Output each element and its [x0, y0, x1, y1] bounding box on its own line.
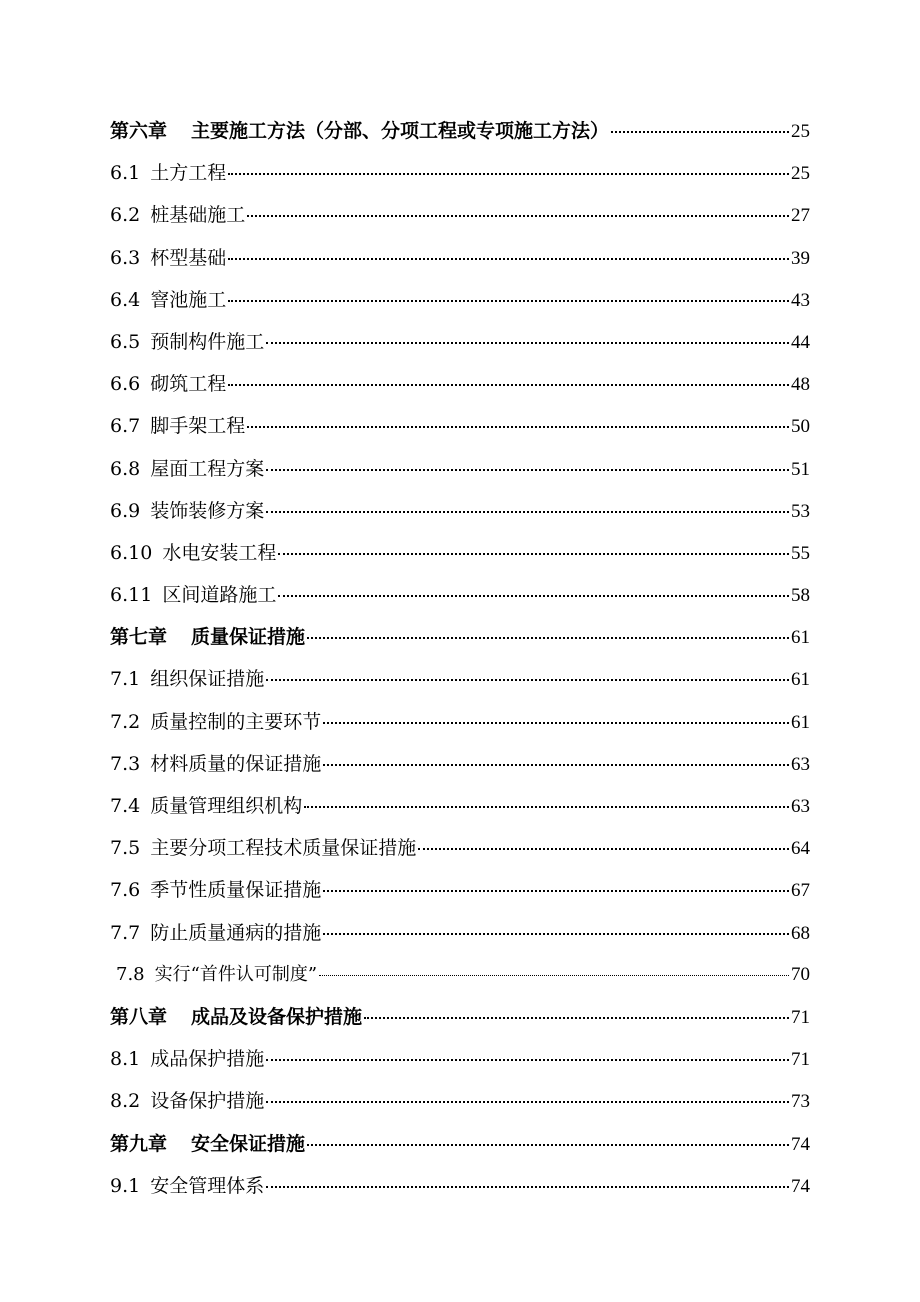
toc-page-number: 25: [791, 121, 810, 142]
toc-chapter-entry[interactable]: [110, 996, 810, 1038]
toc-entry-title: 成品及设备保护措施: [191, 1005, 363, 1028]
toc-entry-number: 7.8: [116, 963, 145, 985]
toc-entry-title: 砌筑工程: [150, 373, 227, 396]
toc-page-number: 53: [791, 500, 810, 522]
toc-entry-title: 安全管理体系: [150, 1174, 265, 1197]
toc-section-entry[interactable]: [110, 912, 810, 954]
toc-dot-leader: [228, 300, 789, 302]
toc-page-number: 61: [791, 711, 810, 733]
toc-dot-leader: [278, 553, 789, 555]
toc-entry-number: 第八章: [110, 1005, 168, 1028]
toc-page-number: 74: [791, 1133, 810, 1155]
toc-dot-leader: [266, 511, 789, 513]
toc-entry-number: 6.9: [110, 499, 141, 522]
toc-section-entry[interactable]: [110, 785, 810, 827]
toc-section-entry[interactable]: [110, 152, 810, 194]
toc-entry-title: 成品保护措施: [150, 1048, 265, 1071]
toc-entry-number: 7.6: [110, 879, 141, 902]
toc-dot-leader: [247, 426, 789, 428]
toc-page-number: 71: [791, 1006, 810, 1028]
toc-entry-title: 材料质量的保证措施: [150, 752, 322, 775]
toc-page-number: 50: [791, 416, 810, 438]
toc-entry-number: 6.10: [110, 541, 153, 564]
toc-page-number: 44: [791, 331, 810, 353]
toc-entry-title: 桩基础施工: [150, 204, 246, 227]
toc-entry-title: 土方工程: [150, 162, 227, 185]
toc-chapter-entry[interactable]: [110, 1123, 810, 1165]
toc-entry-number: 9.1: [110, 1174, 141, 1197]
toc-section-entry[interactable]: [110, 954, 810, 996]
toc-entry-title: 组织保证措施: [150, 668, 265, 691]
toc-entry-title: 脚手架工程: [150, 415, 246, 438]
toc-entry-number: 6.1: [110, 162, 141, 185]
toc-dot-leader: [266, 469, 789, 471]
toc-section-entry[interactable]: [110, 490, 810, 532]
toc-page-number: 43: [791, 289, 810, 311]
toc-page-number: 55: [791, 542, 810, 564]
toc-page-number: 61: [791, 669, 810, 691]
table-of-contents: [110, 110, 810, 1207]
toc-entry-title: 质量管理组织机构: [150, 795, 303, 817]
toc-entry-title: 质量控制的主要环节: [150, 710, 322, 733]
toc-page-number: 58: [791, 585, 810, 607]
toc-dot-leader: [323, 764, 789, 766]
toc-page-number: 68: [791, 922, 810, 944]
toc-entry-number: 6.3: [110, 246, 141, 269]
toc-entry-title: 防止质量通病的措施: [150, 921, 322, 944]
toc-entry-title: 主要施工方法（分部、分项工程或专项施工方法）: [191, 120, 610, 142]
toc-entry-number: 6.4: [110, 288, 141, 311]
toc-section-entry[interactable]: [110, 1165, 810, 1207]
toc-entry-title: 预制构件施工: [150, 330, 265, 353]
toc-dot-leader: [247, 215, 789, 217]
toc-chapter-entry[interactable]: [110, 110, 810, 152]
toc-section-entry[interactable]: [110, 321, 810, 363]
toc-page-number: 74: [791, 1175, 810, 1197]
toc-section-entry[interactable]: [110, 574, 810, 616]
toc-entry-title: 实行“首件认可制度”: [154, 963, 318, 985]
toc-page-number: 61: [791, 627, 810, 649]
toc-section-entry[interactable]: [110, 658, 810, 700]
toc-entry-title: 设备保护措施: [150, 1090, 265, 1113]
toc-chapter-entry[interactable]: [110, 616, 810, 658]
toc-section-entry[interactable]: [110, 237, 810, 279]
toc-page-number: 73: [791, 1091, 810, 1113]
toc-entry-number: 7.4: [110, 795, 141, 817]
toc-dot-leader: [418, 848, 789, 850]
toc-entry-number: 7.2: [110, 710, 141, 733]
toc-section-entry[interactable]: [110, 701, 810, 743]
toc-dot-leader: [278, 595, 789, 597]
toc-entry-number: 第九章: [110, 1132, 168, 1155]
toc-entry-title: 质量保证措施: [191, 626, 306, 649]
toc-dot-leader: [228, 384, 789, 386]
toc-page-number: 25: [791, 163, 810, 185]
toc-entry-title: 杯型基础: [150, 246, 227, 269]
toc-dot-leader: [228, 173, 789, 175]
toc-entry-number: 7.5: [110, 837, 141, 860]
toc-section-entry[interactable]: [110, 1080, 810, 1122]
toc-page-number: 70: [791, 963, 810, 985]
toc-section-entry[interactable]: [110, 743, 810, 785]
toc-section-entry[interactable]: [110, 869, 810, 911]
toc-dot-leader: [611, 131, 789, 133]
toc-page-number: 63: [791, 796, 810, 817]
toc-dot-leader: [266, 1059, 789, 1061]
toc-entry-number: 6.2: [110, 204, 141, 227]
toc-dot-leader: [323, 890, 789, 892]
toc-entry-title: 安全保证措施: [191, 1132, 306, 1155]
toc-page-number: 67: [791, 880, 810, 902]
toc-dot-leader: [266, 342, 789, 344]
toc-page-number: 63: [791, 753, 810, 775]
toc-page-number: 48: [791, 374, 810, 396]
toc-section-entry[interactable]: [110, 405, 810, 447]
toc-entry-title: 窨池施工: [150, 288, 227, 311]
toc-entry-number: 第七章: [110, 626, 168, 649]
toc-entry-number: 8.2: [110, 1090, 141, 1113]
toc-entry-title: 水电安装工程: [162, 541, 277, 564]
toc-entry-number: 7.7: [110, 921, 141, 944]
toc-section-entry[interactable]: [110, 448, 810, 490]
toc-entry-number: 6.8: [110, 457, 141, 480]
toc-entry-title: 主要分项工程技术质量保证措施: [150, 837, 417, 860]
toc-dot-leader: [307, 637, 789, 639]
toc-entry-number: 7.3: [110, 752, 141, 775]
toc-page-number: 64: [791, 838, 810, 860]
toc-dot-leader: [304, 806, 789, 808]
toc-entry-title: 季节性质量保证措施: [150, 879, 322, 902]
toc-section-entry[interactable]: [110, 1038, 810, 1080]
toc-page-number: 51: [791, 458, 810, 480]
toc-dot-leader: [266, 1186, 789, 1188]
toc-entry-number: 6.5: [110, 330, 141, 353]
toc-page-number: 27: [791, 205, 810, 227]
toc-section-entry[interactable]: [110, 279, 810, 321]
toc-dot-leader: [307, 1144, 789, 1146]
toc-entry-title: 区间道路施工: [162, 584, 277, 607]
toc-entry-number: 8.1: [110, 1048, 141, 1071]
toc-dot-leader: [323, 933, 789, 935]
toc-entry-title: 装饰装修方案: [150, 499, 265, 522]
toc-dot-leader: [323, 722, 789, 724]
toc-dot-leader: [364, 1017, 789, 1019]
toc-page-number: 71: [791, 1049, 810, 1071]
toc-dot-leader: [266, 1101, 789, 1103]
toc-section-entry[interactable]: [110, 827, 810, 869]
toc-section-entry[interactable]: [110, 194, 810, 236]
toc-dot-leader: [319, 975, 789, 976]
toc-dot-leader: [266, 679, 789, 681]
toc-dot-leader: [228, 258, 789, 260]
toc-entry-number: 第六章: [110, 120, 168, 142]
toc-entry-title: 屋面工程方案: [150, 457, 265, 480]
toc-section-entry[interactable]: [110, 532, 810, 574]
toc-section-entry[interactable]: [110, 363, 810, 405]
toc-entry-number: 7.1: [110, 668, 141, 691]
toc-page-number: 39: [791, 247, 810, 269]
toc-entry-number: 6.7: [110, 415, 141, 438]
toc-entry-number: 6.6: [110, 373, 141, 396]
toc-entry-number: 6.11: [110, 584, 153, 607]
